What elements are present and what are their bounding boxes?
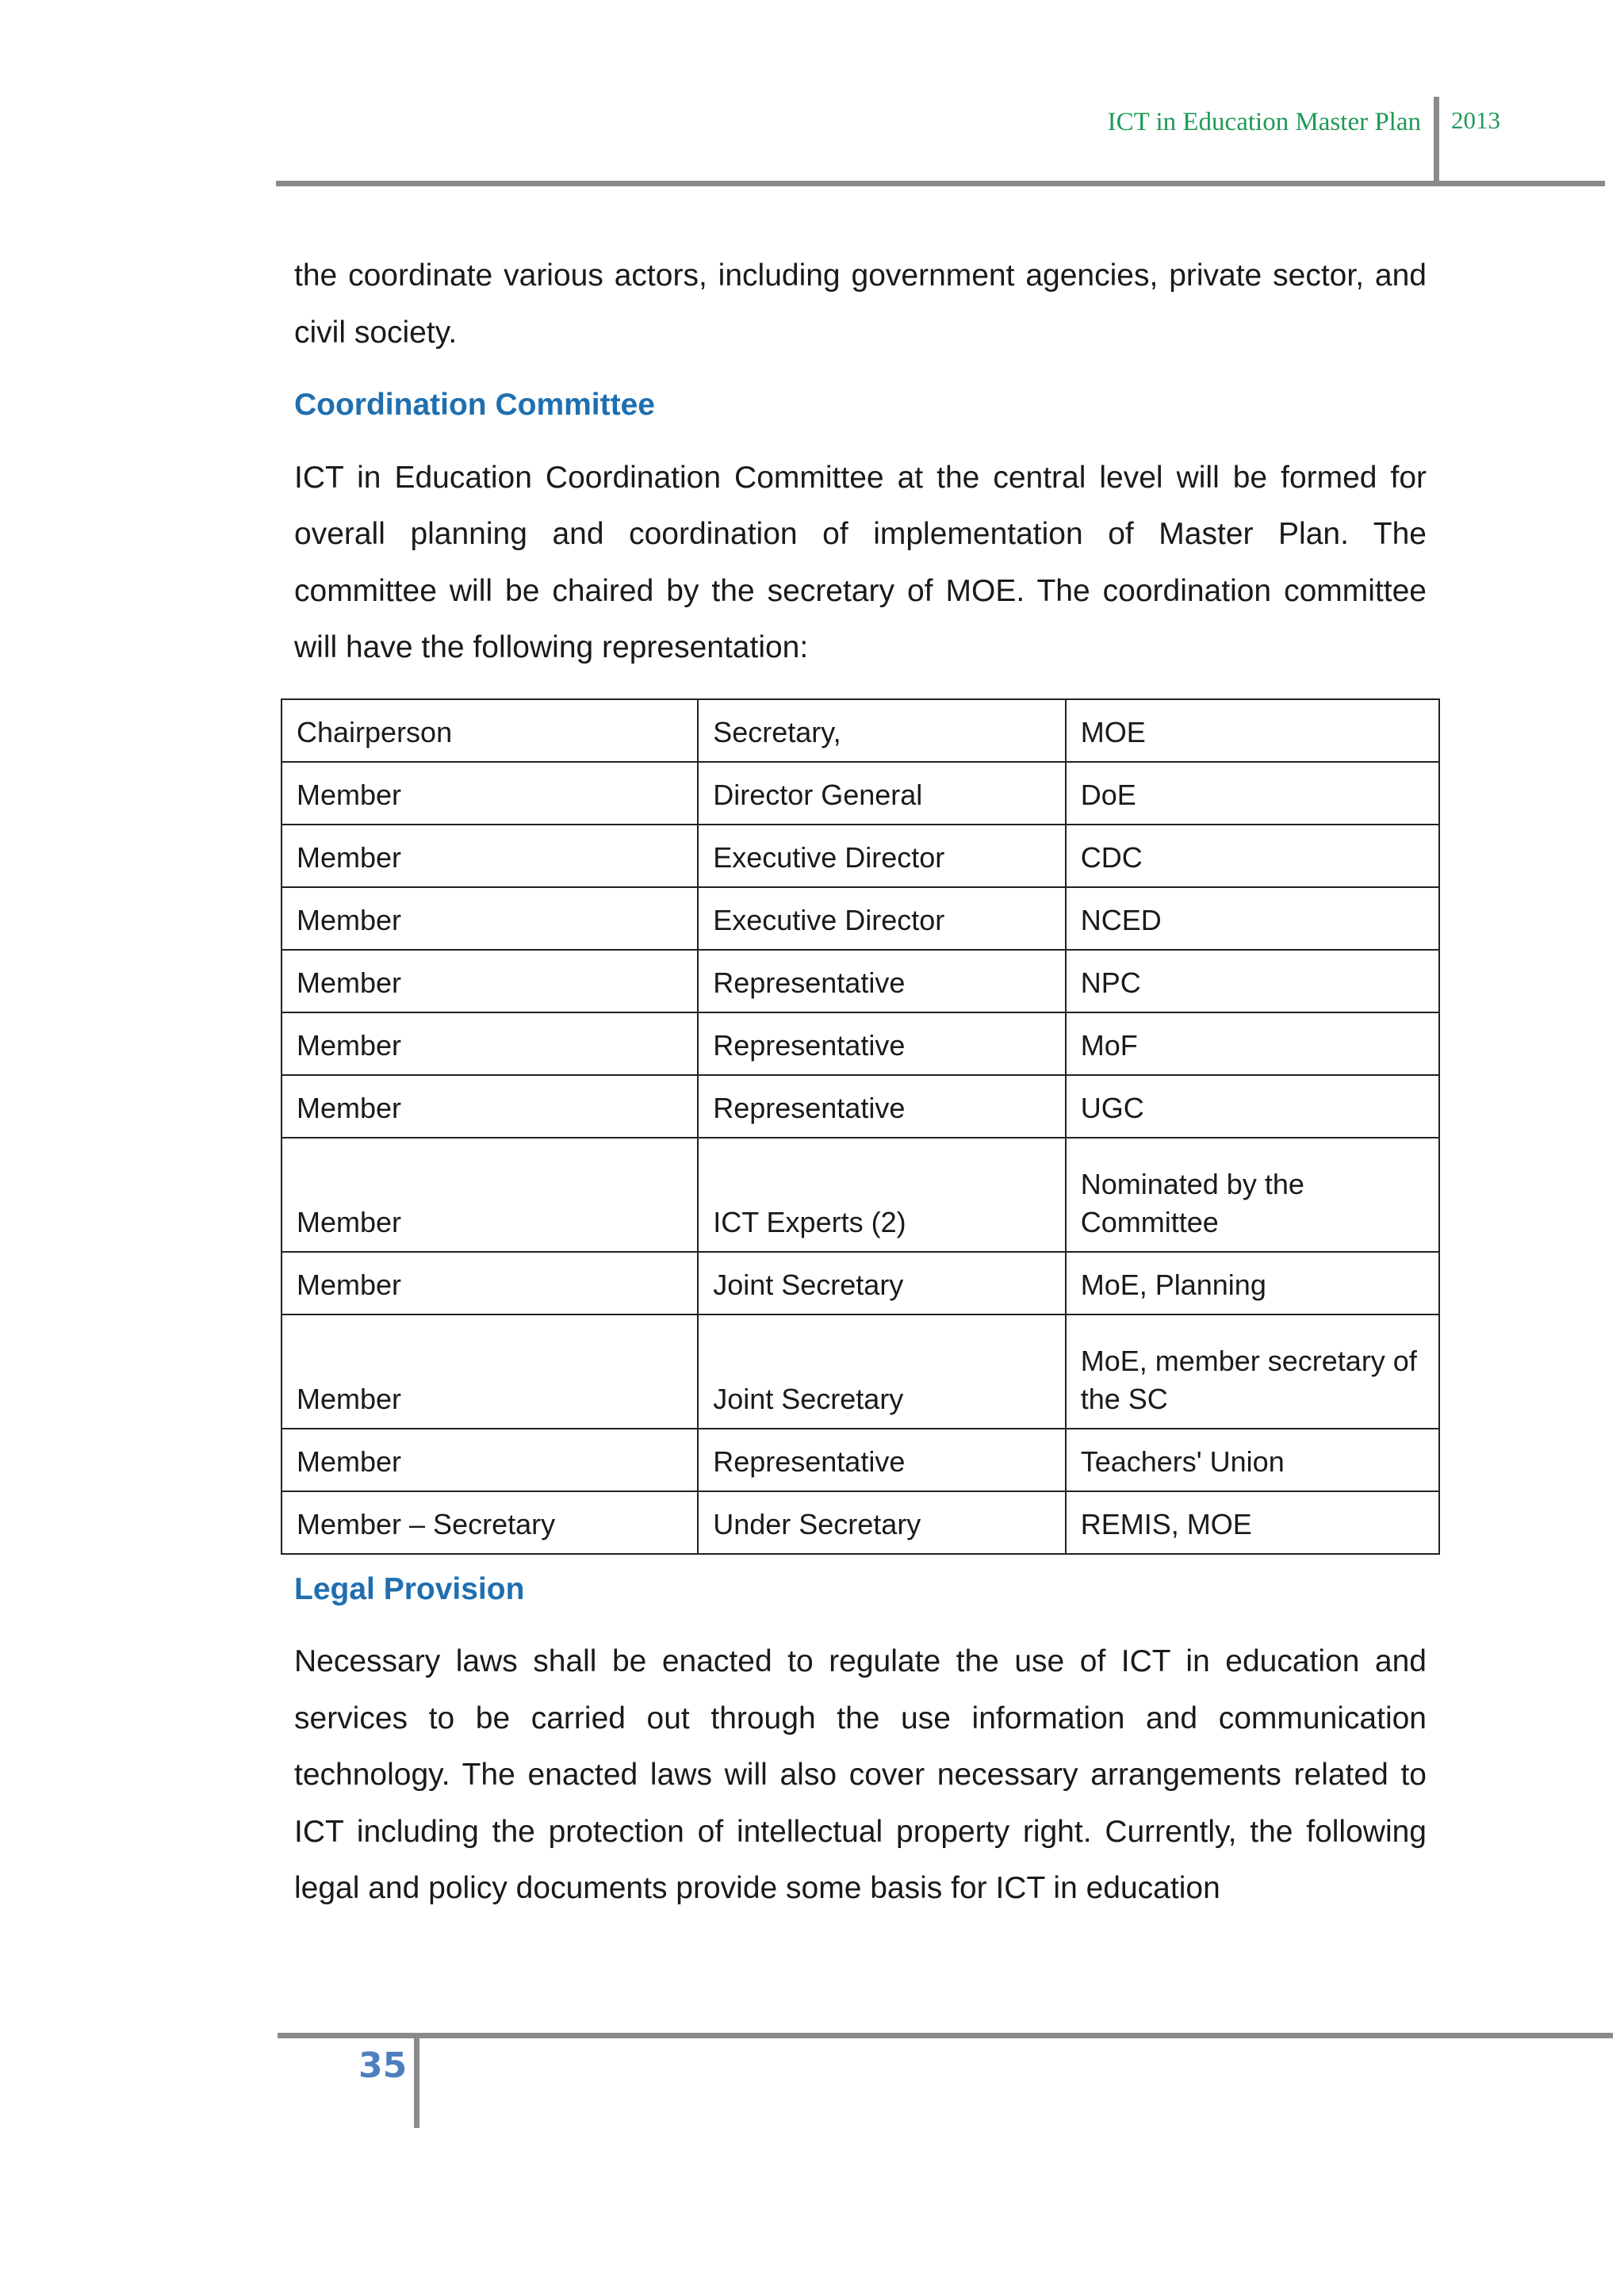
- table-cell-position: Representative: [698, 1075, 1066, 1138]
- table-cell-role: Member: [282, 1252, 698, 1314]
- table-cell-organization: NCED: [1066, 887, 1439, 950]
- committee-table: [281, 698, 1440, 1555]
- table-row: [282, 950, 1439, 1012]
- table-row: [282, 1138, 1439, 1252]
- table-cell-position: Executive Director: [698, 825, 1066, 887]
- table-row: [282, 887, 1439, 950]
- section-heading-coordination-committee: Coordination Committee: [294, 388, 655, 422]
- header-rule: [276, 181, 1605, 186]
- table-cell-position: Secretary,: [698, 699, 1066, 762]
- table-row: [282, 1429, 1439, 1491]
- table-cell-organization: Teachers' Union: [1066, 1429, 1439, 1491]
- table-cell-role: Member: [282, 1075, 698, 1138]
- table-cell-organization: CDC: [1066, 825, 1439, 887]
- intro-paragraph: the coordinate various actors, including government agencies, private sector, and civil society.: [294, 258, 1427, 350]
- table-cell-position: Representative: [698, 1012, 1066, 1075]
- header-year: 2013: [1451, 106, 1500, 134]
- table-cell-organization: REMIS, MOE: [1066, 1491, 1439, 1554]
- table-cell-role: Member – Secretary: [282, 1491, 698, 1554]
- table-cell-organization: UGC: [1066, 1075, 1439, 1138]
- table-cell-organization: DoE: [1066, 762, 1439, 825]
- table-cell-role: Member: [282, 1012, 698, 1075]
- table-cell-organization: MoE, Planning: [1066, 1252, 1439, 1314]
- table-cell-position: ICT Experts (2): [698, 1138, 1066, 1252]
- coordination-paragraph: ICT in Education Coordination Committee at the central level will be formed for overall planning and coordination of implementation of Master Plan. The committee will be chaired by the secretary of MOE. The coordination committee will have the following representation:: [294, 460, 1427, 664]
- table-cell-organization: MoF: [1066, 1012, 1439, 1075]
- table-row: [282, 1075, 1439, 1138]
- table-cell-role: Member: [282, 1138, 698, 1252]
- table-cell-position: Representative: [698, 1429, 1066, 1491]
- legal-provision-paragraph: Necessary laws shall be enacted to regulate the use of ICT in education and services to be carried out through the use information and communication technology. The enacted laws will also cover necessary arrangements related to ICT including the protection of intellectual property right. Currently, the following legal and policy documents provide some basis for ICT in education: [294, 1644, 1427, 1905]
- table-row: [282, 1314, 1439, 1429]
- table-cell-position: Director General: [698, 762, 1066, 825]
- table-cell-organization: MOE: [1066, 699, 1439, 762]
- table-cell-role: Member: [282, 1314, 698, 1429]
- table-cell-organization: MoE, member secretary of the SC: [1066, 1314, 1439, 1429]
- table-cell-role: Member: [282, 887, 698, 950]
- page-content: [294, 247, 1427, 1917]
- table-row: [282, 762, 1439, 825]
- table-cell-role: Member: [282, 1429, 698, 1491]
- table-cell-position: Under Secretary: [698, 1491, 1066, 1554]
- table-row: [282, 699, 1439, 762]
- footer-rule: [278, 2033, 1613, 2038]
- table-row: [282, 1252, 1439, 1314]
- table-cell-role: Member: [282, 762, 698, 825]
- table-cell-position: Joint Secretary: [698, 1252, 1066, 1314]
- table-row: [282, 1491, 1439, 1554]
- header-divider: [1434, 97, 1439, 186]
- table-cell-role: Member: [282, 950, 698, 1012]
- table-row: [282, 1012, 1439, 1075]
- section-heading-legal-provision: Legal Provision: [294, 1571, 525, 1606]
- table-row: [282, 825, 1439, 887]
- table-cell-position: Executive Director: [698, 887, 1066, 950]
- table-cell-organization: NPC: [1066, 950, 1439, 1012]
- footer-divider: [414, 2033, 419, 2128]
- table-cell-role: Chairperson: [282, 699, 698, 762]
- table-cell-position: Joint Secretary: [698, 1314, 1066, 1429]
- table-cell-role: Member: [282, 825, 698, 887]
- header-title: ICT in Education Master Plan: [1107, 108, 1421, 136]
- page-number: 35: [358, 2045, 408, 2086]
- table-cell-organization: Nominated by the Committee: [1066, 1138, 1439, 1252]
- table-cell-position: Representative: [698, 950, 1066, 1012]
